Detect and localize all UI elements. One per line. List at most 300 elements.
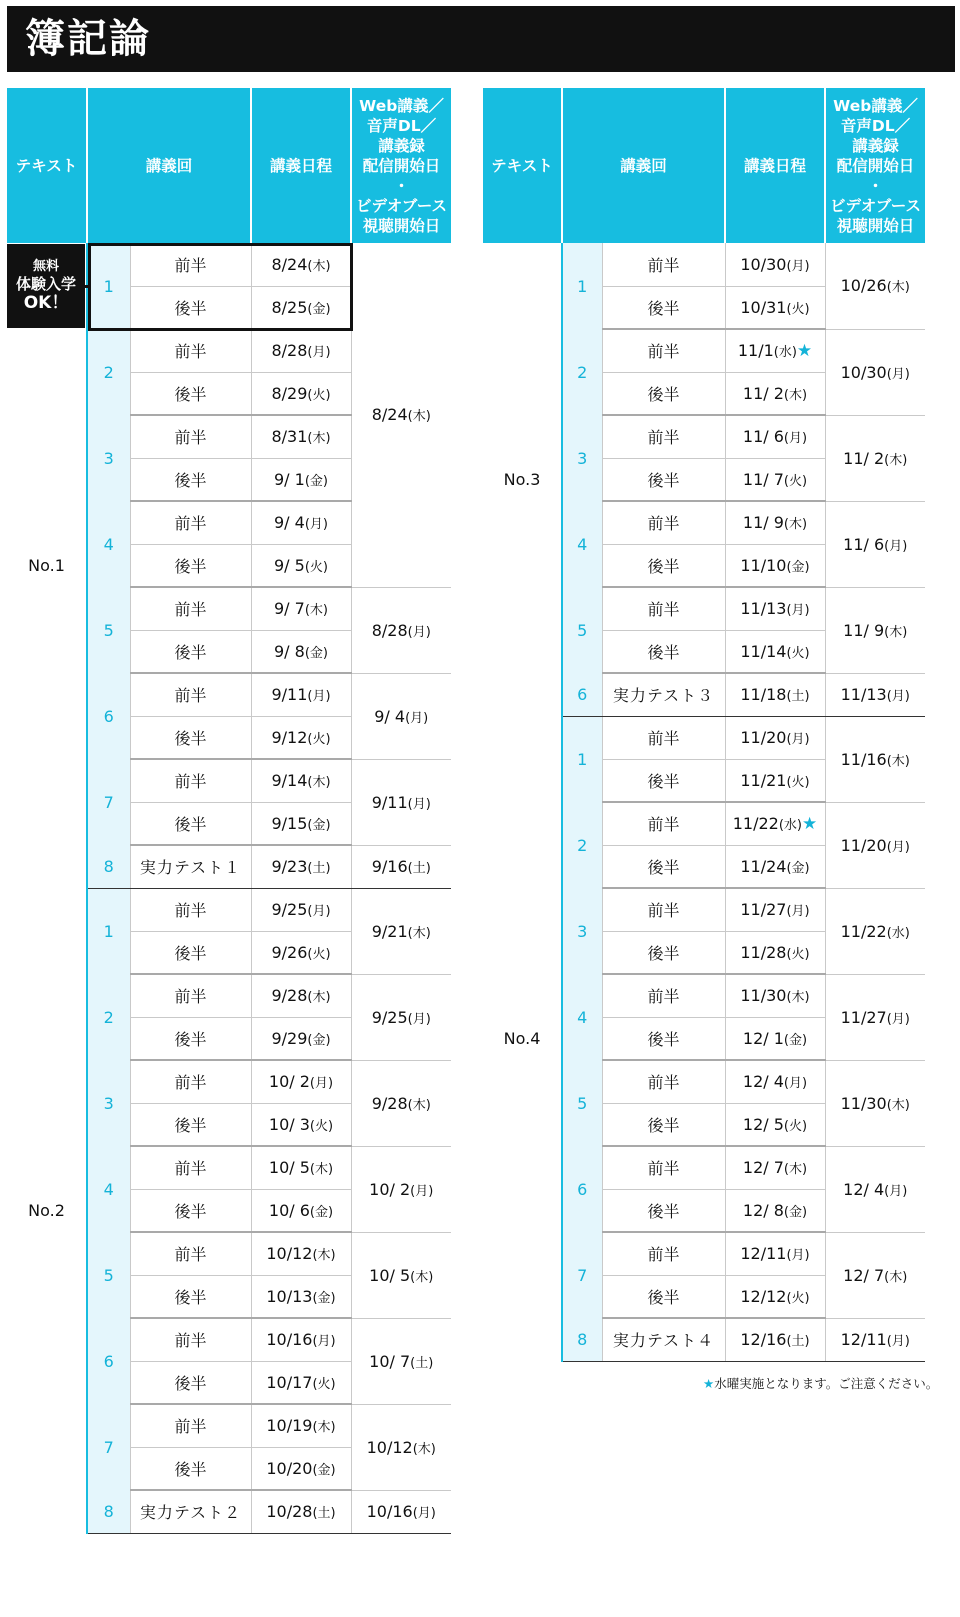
text-volume-cell: No.4 (483, 716, 562, 1361)
web-start-date-cell (351, 1318, 451, 1404)
lecture-date: 10/12 (266, 1244, 313, 1264)
half-label: 後半 (130, 544, 251, 587)
lecture-date: 9/ 4 (274, 513, 305, 533)
session-number: 3 (562, 888, 602, 974)
session-number: 4 (562, 501, 602, 587)
web-start-weekday: (月) (412, 1506, 436, 1521)
lecture-weekday: (火) (786, 645, 810, 661)
lecture-date-cell (725, 630, 825, 673)
lecture-date: 12/16 (740, 1330, 787, 1350)
lecture-date-cell (251, 1447, 351, 1490)
lecture-weekday: (金) (304, 473, 328, 489)
web-start-date: 10/26 (840, 276, 887, 296)
half-label: 後半 (602, 372, 725, 415)
half-label: 後半 (602, 630, 725, 673)
web-start-date-cell (825, 1146, 925, 1232)
header-web-line: ビデオブース (830, 196, 921, 215)
half-label: 後半 (602, 759, 725, 802)
lecture-weekday: (金) (309, 1204, 334, 1220)
lecture-weekday: (金) (307, 817, 331, 833)
lecture-date-cell (725, 415, 825, 458)
web-start-date: 12/ 7 (843, 1265, 885, 1285)
header-row (7, 88, 451, 243)
web-start-date: 11/20 (840, 835, 887, 855)
header-web-line: ・ (393, 176, 410, 195)
lecture-date-cell (251, 1404, 351, 1447)
half-label: 前半 (602, 329, 725, 372)
web-start-date-cell (825, 1318, 925, 1361)
lecture-weekday: (火) (786, 301, 810, 317)
session-number: 1 (562, 243, 602, 329)
session-number: 2 (562, 802, 602, 888)
half-label: 前半 (602, 1060, 725, 1103)
lecture-weekday: (木) (304, 603, 328, 619)
half-label: 後半 (130, 458, 251, 501)
lecture-date: 11/14 (740, 641, 787, 661)
lecture-date: 11/1 (737, 340, 774, 360)
half-label: 前半 (602, 1232, 725, 1275)
lecture-date-cell (251, 1017, 351, 1060)
web-start-weekday: (月) (886, 366, 910, 382)
lecture-date-cell (725, 1103, 825, 1146)
lecture-date-cell (251, 1060, 351, 1103)
half-label: 前半 (130, 759, 251, 802)
lecture-date: 9/ 1 (274, 469, 305, 489)
lecture-date-cell (725, 1232, 825, 1275)
half-label: 後半 (130, 372, 251, 415)
session-number: 4 (562, 974, 602, 1060)
test-label: 実力テスト１ (130, 845, 251, 888)
lecture-date-cell (251, 372, 351, 415)
web-start-date: 11/22 (840, 921, 887, 941)
lecture-date-cell (725, 243, 825, 286)
lecture-weekday: (木) (309, 1162, 334, 1178)
half-label: 前半 (130, 888, 251, 931)
lecture-date: 11/ 7 (742, 469, 784, 489)
star-icon: ★ (703, 1376, 715, 1391)
lecture-date: 10/19 (266, 1416, 313, 1436)
lecture-date-cell (725, 329, 825, 372)
session-number: 3 (562, 415, 602, 501)
web-start-date-cell (351, 1404, 451, 1490)
half-label: 前半 (130, 587, 251, 630)
lecture-weekday: (金) (783, 1032, 808, 1048)
lecture-weekday: (月) (786, 1248, 810, 1264)
web-start-weekday: (月) (884, 538, 908, 554)
lecture-date: 12/ 7 (742, 1158, 784, 1178)
lecture-date: 12/11 (740, 1244, 787, 1264)
lecture-weekday: (木) (307, 990, 331, 1006)
web-start-date: 9/25 (371, 1007, 408, 1027)
web-start-date-cell (351, 243, 451, 587)
lecture-weekday: (月) (786, 732, 810, 747)
web-start-weekday: (木) (407, 409, 431, 425)
table-row (483, 243, 925, 286)
lecture-date: 11/13 (740, 599, 787, 619)
badge-line2: 体験入学 (15, 275, 76, 293)
lecture-date-cell (251, 673, 351, 716)
session-number: 4 (87, 1146, 130, 1232)
web-start-date: 11/ 2 (843, 448, 885, 468)
half-label: 前半 (130, 974, 251, 1017)
web-start-date: 11/27 (840, 1007, 887, 1027)
web-start-date: 9/ 4 (374, 706, 406, 726)
half-label: 後半 (130, 1361, 251, 1404)
half-label: 後半 (130, 1103, 251, 1146)
lecture-date-cell (725, 1275, 825, 1318)
lecture-date-cell (725, 286, 825, 329)
web-start-weekday: (木) (886, 280, 910, 296)
half-label: 後半 (130, 630, 251, 673)
session-number: 2 (562, 329, 602, 415)
header-web-line: 視聴開始日 (362, 216, 441, 235)
lecture-weekday: (火) (786, 774, 810, 790)
session-number: 8 (87, 1490, 130, 1533)
web-start-date-cell (825, 1060, 925, 1146)
lecture-date: 10/17 (266, 1372, 313, 1392)
web-start-date-cell (825, 501, 925, 587)
lecture-weekday: (火) (304, 559, 328, 575)
lecture-weekday: (月) (786, 603, 810, 619)
half-label: 後半 (602, 1103, 725, 1146)
header-web-line: 配信開始日 (362, 156, 441, 175)
half-label: 前半 (602, 888, 725, 931)
web-start-date-cell (825, 587, 925, 673)
half-label: 前半 (602, 716, 725, 759)
web-start-weekday: (月) (407, 1011, 431, 1027)
web-start-date-cell (825, 716, 925, 802)
lecture-date-cell (725, 1017, 825, 1060)
half-label: 前半 (602, 587, 725, 630)
lecture-date-cell (725, 759, 825, 802)
lecture-date: 12/ 5 (742, 1114, 784, 1134)
lecture-date: 9/26 (271, 942, 308, 962)
lecture-date-cell (251, 802, 351, 845)
session-number: 7 (87, 759, 130, 845)
half-label: 前半 (602, 974, 725, 1017)
lecture-weekday: (火) (307, 946, 331, 962)
lecture-date: 11/ 9 (742, 513, 784, 533)
lecture-date: 10/ 3 (268, 1114, 310, 1134)
web-start-weekday: (土) (410, 1355, 434, 1371)
half-label: 前半 (130, 501, 251, 544)
web-start-date-cell (351, 1490, 451, 1533)
web-start-date: 11/ 6 (843, 534, 885, 554)
lecture-date-cell (251, 286, 351, 329)
lecture-weekday: (月) (783, 431, 808, 447)
lecture-date: 9/15 (271, 813, 308, 833)
web-start-weekday: (水) (886, 925, 910, 941)
half-label: 前半 (602, 415, 725, 458)
lecture-date-cell (725, 501, 825, 544)
web-start-date: 11/30 (840, 1093, 887, 1113)
header-date: 講義日程 (725, 88, 825, 243)
web-start-date: 8/28 (371, 620, 408, 640)
web-start-date-cell (351, 759, 451, 845)
lecture-date-cell (725, 802, 825, 845)
session-number: 2 (87, 974, 130, 1060)
half-label: 後半 (602, 1275, 725, 1318)
lecture-weekday: (水) (773, 344, 797, 360)
half-label: 後半 (602, 286, 725, 329)
session-number: 8 (87, 845, 130, 888)
lecture-date: 9/25 (271, 900, 308, 919)
web-start-weekday: (月) (407, 624, 431, 640)
lecture-date-cell (251, 845, 351, 888)
web-start-date: 9/28 (371, 1093, 408, 1113)
web-start-date: 9/11 (371, 792, 408, 812)
lecture-date: 9/ 8 (274, 641, 305, 661)
web-start-weekday: (月) (884, 1183, 908, 1199)
lecture-weekday: (土) (786, 689, 810, 705)
header-web-line: 音声DL／ (366, 116, 437, 135)
lecture-weekday: (金) (786, 860, 810, 876)
lecture-weekday: (土) (786, 1334, 810, 1350)
lecture-date-cell (725, 1060, 825, 1103)
web-start-date-cell (351, 974, 451, 1060)
lecture-date-cell (251, 1318, 351, 1361)
lecture-weekday: (木) (783, 517, 808, 533)
lecture-weekday: (木) (307, 775, 331, 791)
lecture-date: 10/ 2 (268, 1072, 310, 1092)
header-web-line: 講義録 (852, 136, 899, 155)
test-label: 実力テスト３ (602, 673, 725, 716)
half-label: 後半 (130, 931, 251, 974)
web-start-weekday: (木) (884, 1269, 908, 1285)
web-start-date-cell (351, 1232, 451, 1318)
web-start-date-cell (351, 1060, 451, 1146)
header-web-line: Web講義／ (833, 96, 918, 115)
web-start-weekday: (月) (405, 710, 429, 726)
half-label: 前半 (602, 243, 725, 286)
lecture-date: 12/12 (740, 1286, 787, 1306)
lecture-date-cell (251, 329, 351, 372)
header-web (825, 88, 925, 243)
lecture-date: 10/ 5 (268, 1158, 310, 1178)
lecture-weekday: (月) (786, 258, 810, 274)
web-start-date: 12/11 (840, 1330, 887, 1349)
web-start-weekday: (木) (407, 925, 431, 941)
half-label: 後半 (130, 1275, 251, 1318)
web-start-weekday: (月) (886, 689, 910, 704)
session-number: 1 (87, 243, 130, 329)
lecture-date-cell (251, 1189, 351, 1232)
lecture-weekday: (月) (309, 1076, 334, 1092)
web-start-date-cell (825, 974, 925, 1060)
lecture-date-cell (251, 630, 351, 673)
web-start-weekday: (土) (407, 861, 431, 876)
badge-line1: 無料 (32, 259, 59, 274)
lecture-date: 9/14 (271, 771, 308, 791)
half-label: 後半 (602, 1189, 725, 1232)
web-start-date-cell (825, 1232, 925, 1318)
free-trial-badge (7, 244, 85, 328)
lecture-weekday: (木) (312, 1420, 336, 1436)
header-row (483, 88, 925, 243)
lecture-weekday: (金) (783, 1204, 808, 1220)
half-label: 後半 (602, 544, 725, 587)
half-label: 後半 (130, 286, 251, 329)
half-label: 後半 (130, 802, 251, 845)
table-row (7, 888, 451, 931)
lecture-date: 10/16 (266, 1330, 313, 1350)
web-start-date: 9/21 (371, 921, 408, 941)
lecture-date: 8/29 (271, 383, 308, 403)
test-label: 実力テスト４ (602, 1318, 725, 1361)
header-web-line: ビデオブース (356, 196, 447, 215)
trial-connector (84, 285, 90, 288)
lecture-date: 11/30 (740, 986, 787, 1006)
lecture-date-cell (251, 501, 351, 544)
header-text: テキスト (483, 88, 562, 243)
lecture-date: 9/ 5 (274, 555, 305, 575)
footnote (703, 1374, 938, 1392)
header-web-line: 音声DL／ (840, 116, 911, 135)
lecture-weekday: (火) (786, 946, 810, 962)
lecture-weekday: (水) (778, 817, 802, 833)
header-web (351, 88, 451, 243)
lecture-weekday: (月) (307, 689, 331, 705)
lecture-weekday: (火) (783, 473, 808, 489)
header-web-line: ・ (867, 176, 884, 195)
lecture-weekday: (金) (312, 1290, 336, 1306)
lecture-date: 11/27 (740, 900, 787, 920)
star-icon: ★ (802, 813, 818, 834)
session-number: 2 (87, 329, 130, 415)
lecture-date-cell (251, 888, 351, 931)
lecture-date-cell (725, 544, 825, 587)
header-date: 講義日程 (251, 88, 351, 243)
web-start-date: 10/ 2 (369, 1179, 411, 1199)
lecture-weekday: (木) (307, 431, 331, 447)
lecture-date: 11/24 (740, 856, 787, 876)
lecture-date: 8/25 (271, 297, 308, 317)
half-label: 後半 (130, 1189, 251, 1232)
lecture-weekday: (火) (307, 731, 331, 747)
lecture-date: 8/28 (271, 341, 308, 361)
half-label: 前半 (130, 1232, 251, 1275)
lecture-date: 11/ 2 (742, 383, 784, 403)
web-start-date: 11/ 9 (843, 620, 885, 640)
half-label: 前半 (130, 1146, 251, 1189)
header-web-line: Web講義／ (359, 96, 444, 115)
web-start-date: 10/16 (366, 1502, 413, 1521)
half-label: 後半 (602, 1017, 725, 1060)
lecture-weekday: (火) (786, 1290, 810, 1306)
session-number: 5 (562, 587, 602, 673)
title-bar (7, 6, 955, 72)
lecture-date: 8/31 (271, 427, 308, 447)
lecture-date-cell (251, 415, 351, 458)
lecture-date-cell (251, 1275, 351, 1318)
lecture-date: 10/31 (740, 297, 787, 317)
lecture-date-cell (725, 974, 825, 1017)
lecture-date: 11/28 (740, 942, 787, 962)
star-icon: ★ (796, 340, 813, 361)
lecture-date: 9/ 7 (274, 599, 305, 619)
lecture-date-cell (251, 931, 351, 974)
lecture-weekday: (火) (312, 1376, 336, 1392)
lecture-weekday: (木) (786, 990, 810, 1006)
web-start-weekday: (木) (884, 452, 908, 468)
lecture-weekday: (木) (307, 258, 331, 274)
lecture-date-cell (251, 1490, 351, 1533)
header-web-line: 配信開始日 (836, 156, 915, 175)
session-number: 8 (562, 1318, 602, 1361)
web-start-date: 11/13 (840, 685, 887, 704)
footnote-text: 水曜実施となります。ご注意ください。 (714, 1376, 939, 1391)
half-label: 後半 (602, 845, 725, 888)
text-volume-cell: No.3 (483, 243, 562, 716)
lecture-date: 10/ 6 (268, 1200, 310, 1220)
page-title: 簿記論 (25, 16, 151, 62)
lecture-date: 11/20 (740, 728, 787, 747)
lecture-date-cell (251, 759, 351, 802)
web-start-weekday: (木) (884, 624, 908, 640)
text-volume-cell: No.2 (7, 888, 87, 1533)
web-start-date-cell (351, 1146, 451, 1232)
lecture-date: 12/ 1 (742, 1028, 784, 1048)
table-row (483, 716, 925, 759)
lecture-date-cell (251, 1146, 351, 1189)
lecture-date: 9/23 (271, 857, 308, 877)
lecture-date-cell (725, 931, 825, 974)
web-start-weekday: (月) (886, 839, 910, 855)
web-start-date: 10/ 5 (369, 1265, 411, 1285)
web-start-weekday: (木) (407, 1097, 431, 1113)
lecture-date: 12/ 4 (742, 1072, 784, 1092)
session-number: 3 (87, 1060, 130, 1146)
session-number: 1 (87, 888, 130, 974)
lecture-date: 8/24 (271, 254, 308, 274)
lecture-date-cell (725, 372, 825, 415)
web-start-date-cell (825, 329, 925, 415)
lecture-date-cell (251, 716, 351, 759)
lecture-date-cell (725, 1318, 825, 1361)
lecture-date-cell (251, 544, 351, 587)
session-number: 7 (87, 1404, 130, 1490)
lecture-date: 9/29 (271, 1028, 308, 1048)
lecture-weekday: (土) (312, 1506, 336, 1522)
half-label: 前半 (130, 1060, 251, 1103)
lecture-weekday: (木) (783, 387, 808, 403)
half-label: 後半 (130, 716, 251, 759)
session-number: 6 (562, 673, 602, 716)
test-label: 実力テスト２ (130, 1490, 251, 1533)
half-label: 前半 (130, 673, 251, 716)
header-web-line: 講義録 (378, 136, 425, 155)
lecture-date: 12/ 8 (742, 1200, 784, 1220)
badge-line3: OK！ (23, 293, 69, 313)
lecture-date-cell (251, 587, 351, 630)
web-start-date-cell (825, 802, 925, 888)
lecture-date: 11/ 6 (742, 427, 784, 447)
schedule-table-right (483, 88, 925, 1362)
lecture-date-cell (251, 974, 351, 1017)
lecture-date: 11/10 (740, 555, 787, 575)
half-label: 前半 (602, 802, 725, 845)
lecture-weekday: (木) (312, 1248, 336, 1264)
text-volume-cell: No.1 (7, 243, 87, 888)
session-number: 5 (87, 587, 130, 673)
lecture-date-cell (725, 716, 825, 759)
half-label: 前半 (130, 329, 251, 372)
lecture-weekday: (月) (304, 517, 328, 533)
web-start-date-cell (351, 845, 451, 888)
header-session: 講義回 (562, 88, 725, 243)
session-number: 4 (87, 501, 130, 587)
session-number: 5 (87, 1232, 130, 1318)
